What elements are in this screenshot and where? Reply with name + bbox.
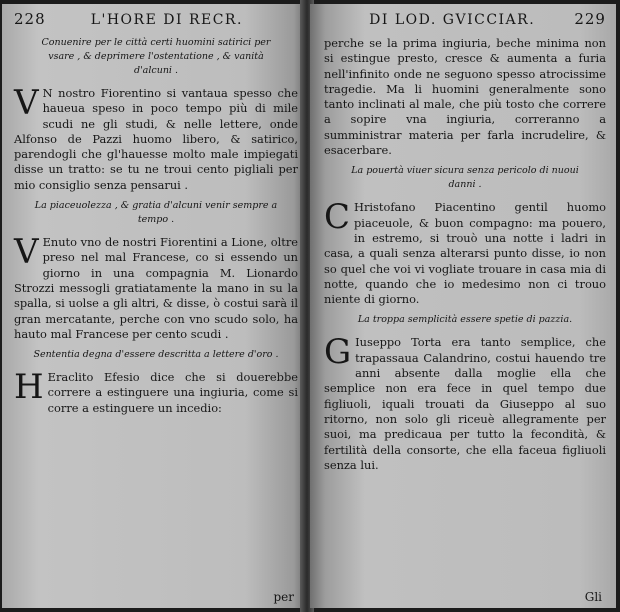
- left-page: [2, 4, 306, 608]
- left-catchword: per: [273, 590, 294, 604]
- right-page-number: 229: [574, 10, 606, 28]
- left-running-title: L'HORE DI RECR.: [90, 12, 243, 28]
- section-body: [324, 332, 606, 473]
- section-text: N nostro Fiorentino si vantaua spesso che haueua speso in poco tempo più di mile scudi ne gli studi, & nelle lettere, onde Alfonso de Pazzi huomo libero, & satirico, parendogli che gl'hauesse molto male impiegati disse un tratto: se tu ne troui cento pigliali per mio consiglio senza pensarui .: [14, 86, 298, 192]
- section-heading: La troppa semplicità essere spetie di pazzia.: [357, 314, 573, 326]
- right-page: [310, 4, 616, 608]
- left-page-number: 228: [14, 10, 46, 28]
- section-body: [14, 83, 298, 193]
- section-body: [324, 197, 606, 307]
- section-text: Enuto vno de nostri Fiorentini a Lione, oltre preso nel mal Francese, co si essendo un giorno in una compagnia M. Lionardo Strozzi messogli gratiatamente la mano in su la spalla, si uolse a gli altri, & disse, ò costui sarà il gran mercatante, perche con vno scudo solo, ha hauto mal Francese per cento scudi .: [14, 235, 298, 341]
- section-heading: La pouertà viuer sicura senza pericolo di nuoui danni .: [351, 165, 579, 191]
- section-text: Eraclito Efesio dice che si douerebbe correre a estinguere una ingiuria, come si corre a estinguere un incedio:: [47, 370, 298, 415]
- drop-cap: G: [324, 332, 352, 373]
- drop-cap: V: [14, 83, 39, 123]
- section-body: [14, 232, 298, 342]
- right-running-title: DI LOD. GVICCIAR.: [369, 12, 536, 28]
- drop-cap: C: [324, 197, 351, 238]
- section-body: [14, 367, 298, 416]
- intro-text: perche se la prima ingiuria, beche minima non si estingue presto, cresce & aumenta a furia nell'infinito onde ne seguono spesso atrocissime tragedie. Ma li huomini generalmente sono tanto inclinati al male, che più tosto che correre a sopire vna ingiuria, correranno a sumministrar materia per farla incrudelire, & esacerbare.: [324, 36, 606, 158]
- left-page-header: [14, 10, 298, 28]
- right-page-header: [324, 10, 606, 28]
- right-catchword: Gli: [584, 590, 602, 604]
- continued-text: [324, 36, 606, 158]
- section-heading: Conuenire per le città certi huomini satirici per vsare , & deprimere l'ostentatione , & vanità d'alcuni .: [41, 37, 271, 76]
- drop-cap: H: [14, 367, 44, 408]
- section-heading: La piaceuolezza , & gratia d'alcuni venir sempre a tempo .: [34, 200, 278, 226]
- drop-cap: V: [14, 232, 39, 273]
- section-text: Iuseppo Torta era tanto semplice, che trapassaua Calandrino, costui hauendo tre anni absente dalla moglie ella che semplice non era fece in quel tempo due figliuoli, iquali trouati da Giuseppo al suo ritorno, non solo gli riceuè allegramente per suoi, ma predicaua per tutto la fecondità, & fertilità della consorte, che ella faceua figliuoli senza lui.: [324, 335, 606, 472]
- section-text: Hristofano Piacentino gentil huomo piaceuole, & buon compagno: ma pouero, in estremo, si trouò una notte i ladri in casa, a quali senza alterarsi punto disse, io non so quel che voi vi vogliate trouare in casa mia di notte, quando che io medesimo non ci trouo niente di giorno.: [324, 200, 606, 307]
- section-heading: Sententia degna d'essere descritta a lettere d'oro .: [33, 349, 279, 361]
